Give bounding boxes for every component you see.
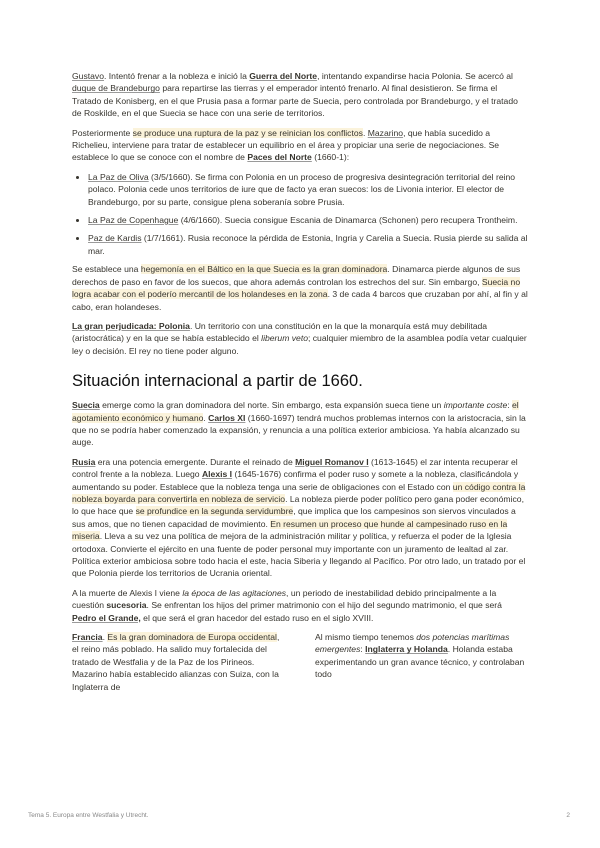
paragraph-rusia: Rusia era una potencia emergente. Durante el reinado de Miguel Romanov I (1613-1645) el zar intenta recuperar el control frente a la nobleza. Luego Alexis I (1645-1676) confirma el poder ruso y somete a la nobleza, clasificándola y aumentando su poder. Establece que la nobleza tenga una serie de obligaciones con el Estado con un código contra la nobleza boyarda para convertirla en nobleza de servicio. La nobleza pierde poder político pero gana poder económico, lo que hace que se profundice en la segunda servidumbre, que implica que los campesinos son siervos vinculados a sus amos, que no tienen capacidad de movimiento. En resumen un proceso que hunde al campesinado ruso en la miseria. Lleva a su vez una política de mejora de la administración militar y política, y refuerza el poder de la Iglesia ortodoxa. Convierte el ejército en una fuente de poder personal muy importante con un juramento de lealtad al zar. Política exterior ambiciosa sobre todo hacia el este, hacia Siberia y llegando al Pacífico. Por otro lado, un tratado por el que Polonia pierde los territorios de Ucrania oriental.	[72, 456, 526, 579]
highlight-segunda-servidumbre: se profundice en la segunda servidumbre	[135, 506, 294, 517]
paragraph-agitaciones: A la muerte de Alexis I viene la época de las agitaciones, un periodo de inestabilidad debido principalmente a la cuestión sucesoria. Se enfrentan los hijos del primer matrimonio con el hijo del segundo matrimonio, el que será Pedro el Grande, el que será el gran hacedor del estado ruso en el siglo XVIII.	[72, 587, 502, 623]
list-item: • La Paz de Oliva (3/5/1660). Se firma con Polonia en un proceso de progresiva desintegración territorial del reino polaco. Polonia cede unos territorios de iure que de facto ya eran suecos: los de Livonia interior. El elector de Brandeburgo, por su parte, consigue plena soberanía sobre Prusia.	[88, 171, 528, 208]
highlight-codigo-nobleza: un código contra la nobleza boyarda para convertirla en nobleza de servicio	[72, 481, 526, 504]
paragraph-francia: Francia. Es la gran dominadora de Europa occidental, el reino más poblado. Ha salido muy fortalecida del tratado de Westfalia y de la Paz de los Pirineos. Mazarino había establecido alianzas con Suiza, con la Inglaterra de	[72, 632, 280, 692]
link-alexis-i[interactable]: Alexis I	[201, 469, 233, 480]
document-body	[72, 70, 528, 700]
link-carlos-xi[interactable]: Carlos XI	[208, 412, 246, 423]
highlight-miseria: En resumen un proceso que hunde al campesinado ruso en la miseria	[72, 518, 508, 542]
paragraph-paces-del-norte: Posteriormente se produce una ruptura de la paz y se reinician los conflictos. Mazarino, que había sucedido a Richelieu, interviene para tratar de establecer un equilibrio en el área y propiciar una serie de negociaciones. Se establece lo que se conoce con el nombre de Paces del Norte (1660-1):	[72, 127, 500, 163]
list-item: • La Paz de Copenhague (4/6/1660). Suecia consigue Escania de Dinamarca (Schonen) pero recupera Trontheim.	[88, 214, 528, 226]
link-francia[interactable]: Francia	[72, 632, 103, 643]
link-paz-de-oliva[interactable]: La Paz de Oliva	[88, 171, 149, 182]
paragraph-gustavo: Gustavo. Intentó frenar a la nobleza e inició la Guerra del Norte, intentando expandirse hacia Polonia. Se acercó al duque de Brandeburgo para repartirse las tierras y el emperador intentó frenarlo. Al final desistieron. Se firma el Tratado de Konisberg, en el que Prusia pasa a formar parte de Suecia, pero controlada por Brandeburgo, y el tratado de Roskilde, en el que Suecia se hace con una serie de territorios.	[72, 71, 518, 119]
link-gustavo[interactable]: Gustavo	[72, 71, 105, 81]
paragraph-suecia: Suecia emerge como la gran dominadora del norte. Sin embargo, esta expansión sueca tiene un importante coste: el agotamiento económico y humano. Carlos XI (1660-1697) tendrá muchos problemas internos con la aristocracia, sin la que no se podría haber comenzado la expansión, y renuncia a una política exterior ambiciosa. Ya había alcanzado su auge.	[72, 400, 526, 448]
link-duque-brandeburgo[interactable]: duque de Brandeburgo	[72, 83, 160, 94]
link-polonia[interactable]: La gran perjudicada: Polonia	[72, 320, 190, 331]
link-miguel-romanov[interactable]: Miguel Romanov I	[295, 456, 369, 467]
page-number: 2	[566, 812, 570, 819]
highlight-ruptura-paz: se produce una ruptura de la paz y se reinician los conflictos	[132, 127, 363, 138]
treaty-list	[72, 171, 528, 257]
footer-title: Tema 5. Europa entre Westfalia y Utrecht.	[28, 812, 149, 819]
section-heading: Situación internacional a partir de 1660.	[72, 372, 363, 391]
paragraph-hegemonia: Se establece una hegemonía en el Báltico en la que Suecia es la gran dominadora. Dinamarca pierde algunos de sus derechos de paso en favor de los suecos, que ahora además controlan los estrechos del sur. Sin embargo, Suecia no logra acabar con el poderío mercantil de los holandeses en la zona. 3 de cada 4 barcos que cruzaban por ahí, al fin y al cabo, eran holandeses.	[72, 264, 528, 312]
link-paz-de-copenhague[interactable]: La Paz de Copenhague	[88, 215, 179, 226]
link-pedro-el-grande[interactable]: Pedro el Grande,	[72, 612, 141, 623]
link-paz-de-kardis[interactable]: Paz de Kardis	[88, 233, 142, 244]
paragraph-potencias-maritimas: Al mismo tiempo tenemos dos potencias marítimas emergentes: Inglaterra y Holanda. Holanda estaba experimentando un gran avance técnico, y controlaban todo	[315, 632, 525, 680]
highlight-francia: Es la gran dominadora de Europa occidental	[107, 632, 277, 643]
link-suecia[interactable]: Suecia	[72, 400, 100, 411]
link-paces-del-norte[interactable]: Paces del Norte	[247, 152, 312, 163]
link-guerra-del-norte[interactable]: Guerra del Norte	[249, 71, 318, 81]
two-column-section	[72, 631, 528, 700]
highlight-poderio-holandes: Suecia no logra acabar con el poderío mercantil de los holandeses en la zona	[72, 276, 521, 300]
paragraph-polonia: La gran perjudicada: Polonia. Un territorio con una constitución en la que la monarquía está muy debilitada (aristocrática) y en la que se había establecido el liberum veto; cualquier miembro de la asamblea podía vetar cualquier ley o decisión. El rey no tiene poder alguno.	[72, 320, 527, 356]
link-inglaterra-holanda[interactable]: Inglaterra y Holanda	[365, 644, 448, 655]
highlight-agotamiento: el agotamiento económico y humano	[72, 400, 519, 423]
highlight-hegemonia: hegemonía en el Báltico en la que Suecia es la gran dominadora	[140, 264, 388, 275]
link-rusia[interactable]: Rusia	[72, 456, 96, 467]
link-mazarino[interactable]: Mazarino	[367, 127, 404, 138]
column-right	[315, 631, 528, 700]
column-left	[72, 631, 285, 700]
list-item: • Paz de Kardis (1/7/1661). Rusia reconoce la pérdida de Estonia, Ingria y Carelia a Suecia. Rusia pierde su salida al mar.	[88, 232, 528, 257]
